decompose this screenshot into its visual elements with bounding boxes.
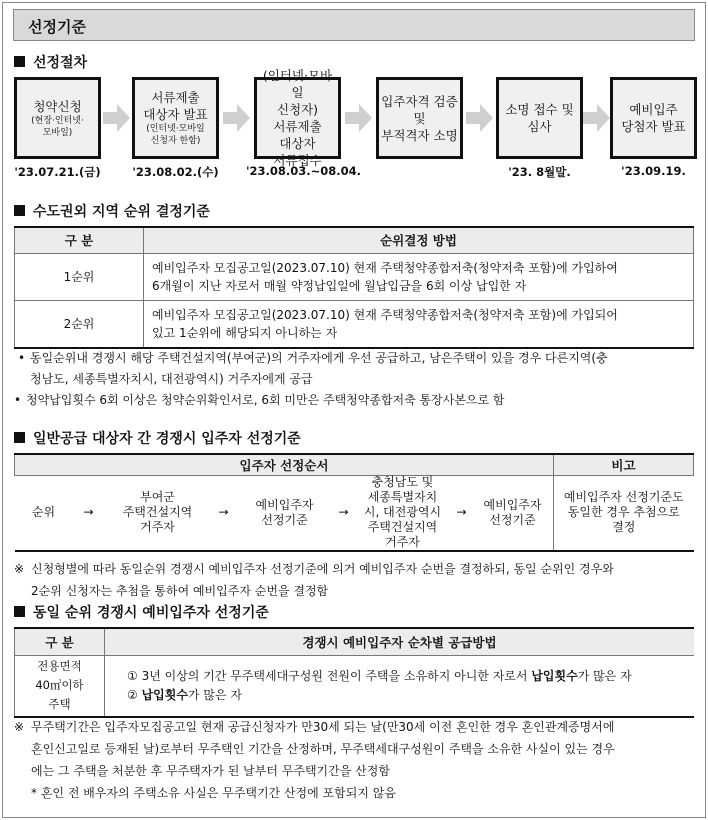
note-lottery: ※ 신청형별에 따라 동일순위 경쟁시 예비입주자 선정기준에 의거 예비입주자 순번을 결정하되, 동일 순위인 경우와 2순위 신청자는 추첨을 통하여 예비입주자 순번을 결정함: [14, 558, 698, 602]
square-bullet-icon: [14, 432, 25, 443]
column-header-category: 구 분: [15, 628, 105, 655]
step-date: '23. 8월말.: [508, 165, 571, 179]
step-label: 서류제출 대상자 발표: [143, 90, 208, 122]
flow-item-criteria: 예비입주자 선정기준: [255, 497, 314, 527]
procedure-step: [14, 77, 101, 159]
tiebreak-table: [14, 627, 694, 718]
rank-cell: 2순위: [15, 300, 144, 348]
arrow-right-icon: →: [456, 505, 467, 519]
flow-item-local-resident: 부여군 주택건설지역 거주자: [122, 490, 193, 534]
page-title-box: [13, 9, 695, 41]
square-bullet-icon: [14, 606, 25, 617]
reference-mark-icon: ※: [14, 720, 25, 734]
section-heading-general-supply: 일반공급 대상자 간 경쟁시 입주자 선정기준: [14, 428, 301, 448]
column-header-order: 입주자 선정순서: [15, 454, 554, 475]
step-sublabel: (인터넷·모바일 신청자 한함): [146, 124, 205, 146]
arrow-right-icon: [583, 104, 610, 132]
arrow-right-icon: [345, 104, 372, 132]
flow-item-rank: 순위: [31, 505, 56, 519]
bullet-same-rank: • 동일순위내 경쟁시 해당 주택건설지역(부여군)의 거주자에게 우선 공급하고, 남은주택이 있을 경우 다른지역(충 청남도, 세종특별자치시, 대전광역시) 거주자에게 공급: [18, 348, 698, 390]
column-header-method: 순위결정 방법: [144, 227, 694, 253]
bullet-payment-count: • 청약납입횟수 6회 이상은 청약순위확인서로, 6회 미만은 주택청약종합저축 통장사본으로 함: [14, 390, 694, 411]
category-cell: 전용면적 40㎡이하 주택: [15, 655, 105, 717]
step-date: '23.08.03.~08.04.: [246, 164, 362, 178]
rank-cell: 1순위: [15, 253, 144, 300]
arrow-right-icon: →: [338, 505, 349, 519]
procedure-step: [496, 77, 583, 159]
table-row: [15, 655, 695, 717]
bullet-dot-icon: •: [14, 393, 22, 407]
note-cell: 예비입주자 선정기준도 동일한 경우 추첨으로 결정: [554, 475, 694, 551]
step-date: '23.09.19.: [621, 164, 686, 178]
table-row: [15, 300, 694, 348]
page-title: 선정기준: [28, 18, 86, 36]
flow-item-criteria: 예비입주자 선정기준: [483, 497, 542, 527]
flow-item-regional-resident: 충청남도 및 세종특별자치 시, 대전광역시 주택건설지역 거주자: [363, 475, 442, 549]
supply-method-cell: [105, 655, 695, 717]
criterion-2: ② 납입횟수가 많은 자: [127, 687, 242, 702]
step-date: '23.07.21.(금): [14, 165, 101, 179]
step-label: 소명 접수 및 심사: [505, 102, 574, 134]
arrow-right-icon: [466, 104, 493, 132]
arrow-right-icon: →: [218, 505, 229, 519]
criterion-1: ① 3년 이상의 기간 무주택세대구성원 전원이 주택을 소유하지 아니한 자로서 납입횟수가 많은 자: [127, 668, 632, 683]
section-heading-rank-criteria: 수도권외 지역 순위 결정기준: [14, 201, 210, 221]
procedure-step: [132, 77, 219, 159]
method-cell: 예비입주자 모집공고일(2023.07.10) 현재 주택청약종합저축(청약저축 포함)에 가입하여 6개월이 지난 자로서 매월 약정납입일에 월납입금을 6회 이상 납입한 자: [144, 253, 694, 300]
step-label: 청약신청: [33, 98, 82, 114]
step-label: 예비입주 당첨자 발표: [621, 102, 686, 134]
square-bullet-icon: [14, 56, 25, 67]
step-sublabel: (현장·인터넷· 모바일): [31, 115, 84, 138]
selection-order-table: [14, 453, 694, 552]
step-label: 입주자격 검증 및 부적격자 소명: [381, 93, 458, 143]
note-homeless-period: ※ 무주택기간은 입주자모집공고일 현재 공급신청자가 만30세 되는 날(만30세 이전 혼인한 경우 혼인관계증명서에 혼인신고일로 등재된 날)로부터 무주택인 기간을 산정하며, 무주택세대구성원이 주택을 소유한 사실이 있는 경우 에는 그 주택을 처분한 후 무주택자가 된 날부터 무주택기간을 산정함 * 혼인 전 배우자의 주택소유 사실은 무주택기간 산정에 포함되지 않음: [14, 716, 698, 804]
bullet-dot-icon: •: [18, 351, 26, 365]
column-header-rank: 구 분: [15, 227, 144, 253]
step-label: (인터넷·모바일 신청자) 서류제출 대상자 서류접수: [262, 68, 333, 168]
order-flow-cell: [15, 475, 554, 551]
procedure-step: [254, 68, 341, 168]
reference-mark-icon: ※: [14, 562, 25, 576]
column-header-supply-method: 경쟁시 예비입주자 순차별 공급방법: [105, 628, 695, 655]
section-heading-tiebreak: 동일 순위 경쟁시 예비입주자 선정기준: [14, 602, 269, 622]
arrow-right-icon: [103, 104, 130, 132]
arrow-right-icon: [223, 104, 250, 132]
arrow-right-icon: →: [83, 505, 94, 519]
procedure-step: [610, 77, 697, 159]
square-bullet-icon: [14, 205, 25, 216]
procedure-step: [376, 77, 463, 159]
table-row: [15, 253, 694, 300]
section-heading-procedure: 선정절차: [14, 52, 87, 72]
step-date: '23.08.02.(수): [132, 165, 219, 179]
rank-criteria-table: [14, 226, 694, 349]
column-header-note: 비고: [554, 454, 694, 475]
method-cell: 예비입주자 모집공고일(2023.07.10) 현재 주택청약종합저축(청약저축 포함)에 가입되어 있고 1순위에 해당되지 아니하는 자: [144, 300, 694, 348]
